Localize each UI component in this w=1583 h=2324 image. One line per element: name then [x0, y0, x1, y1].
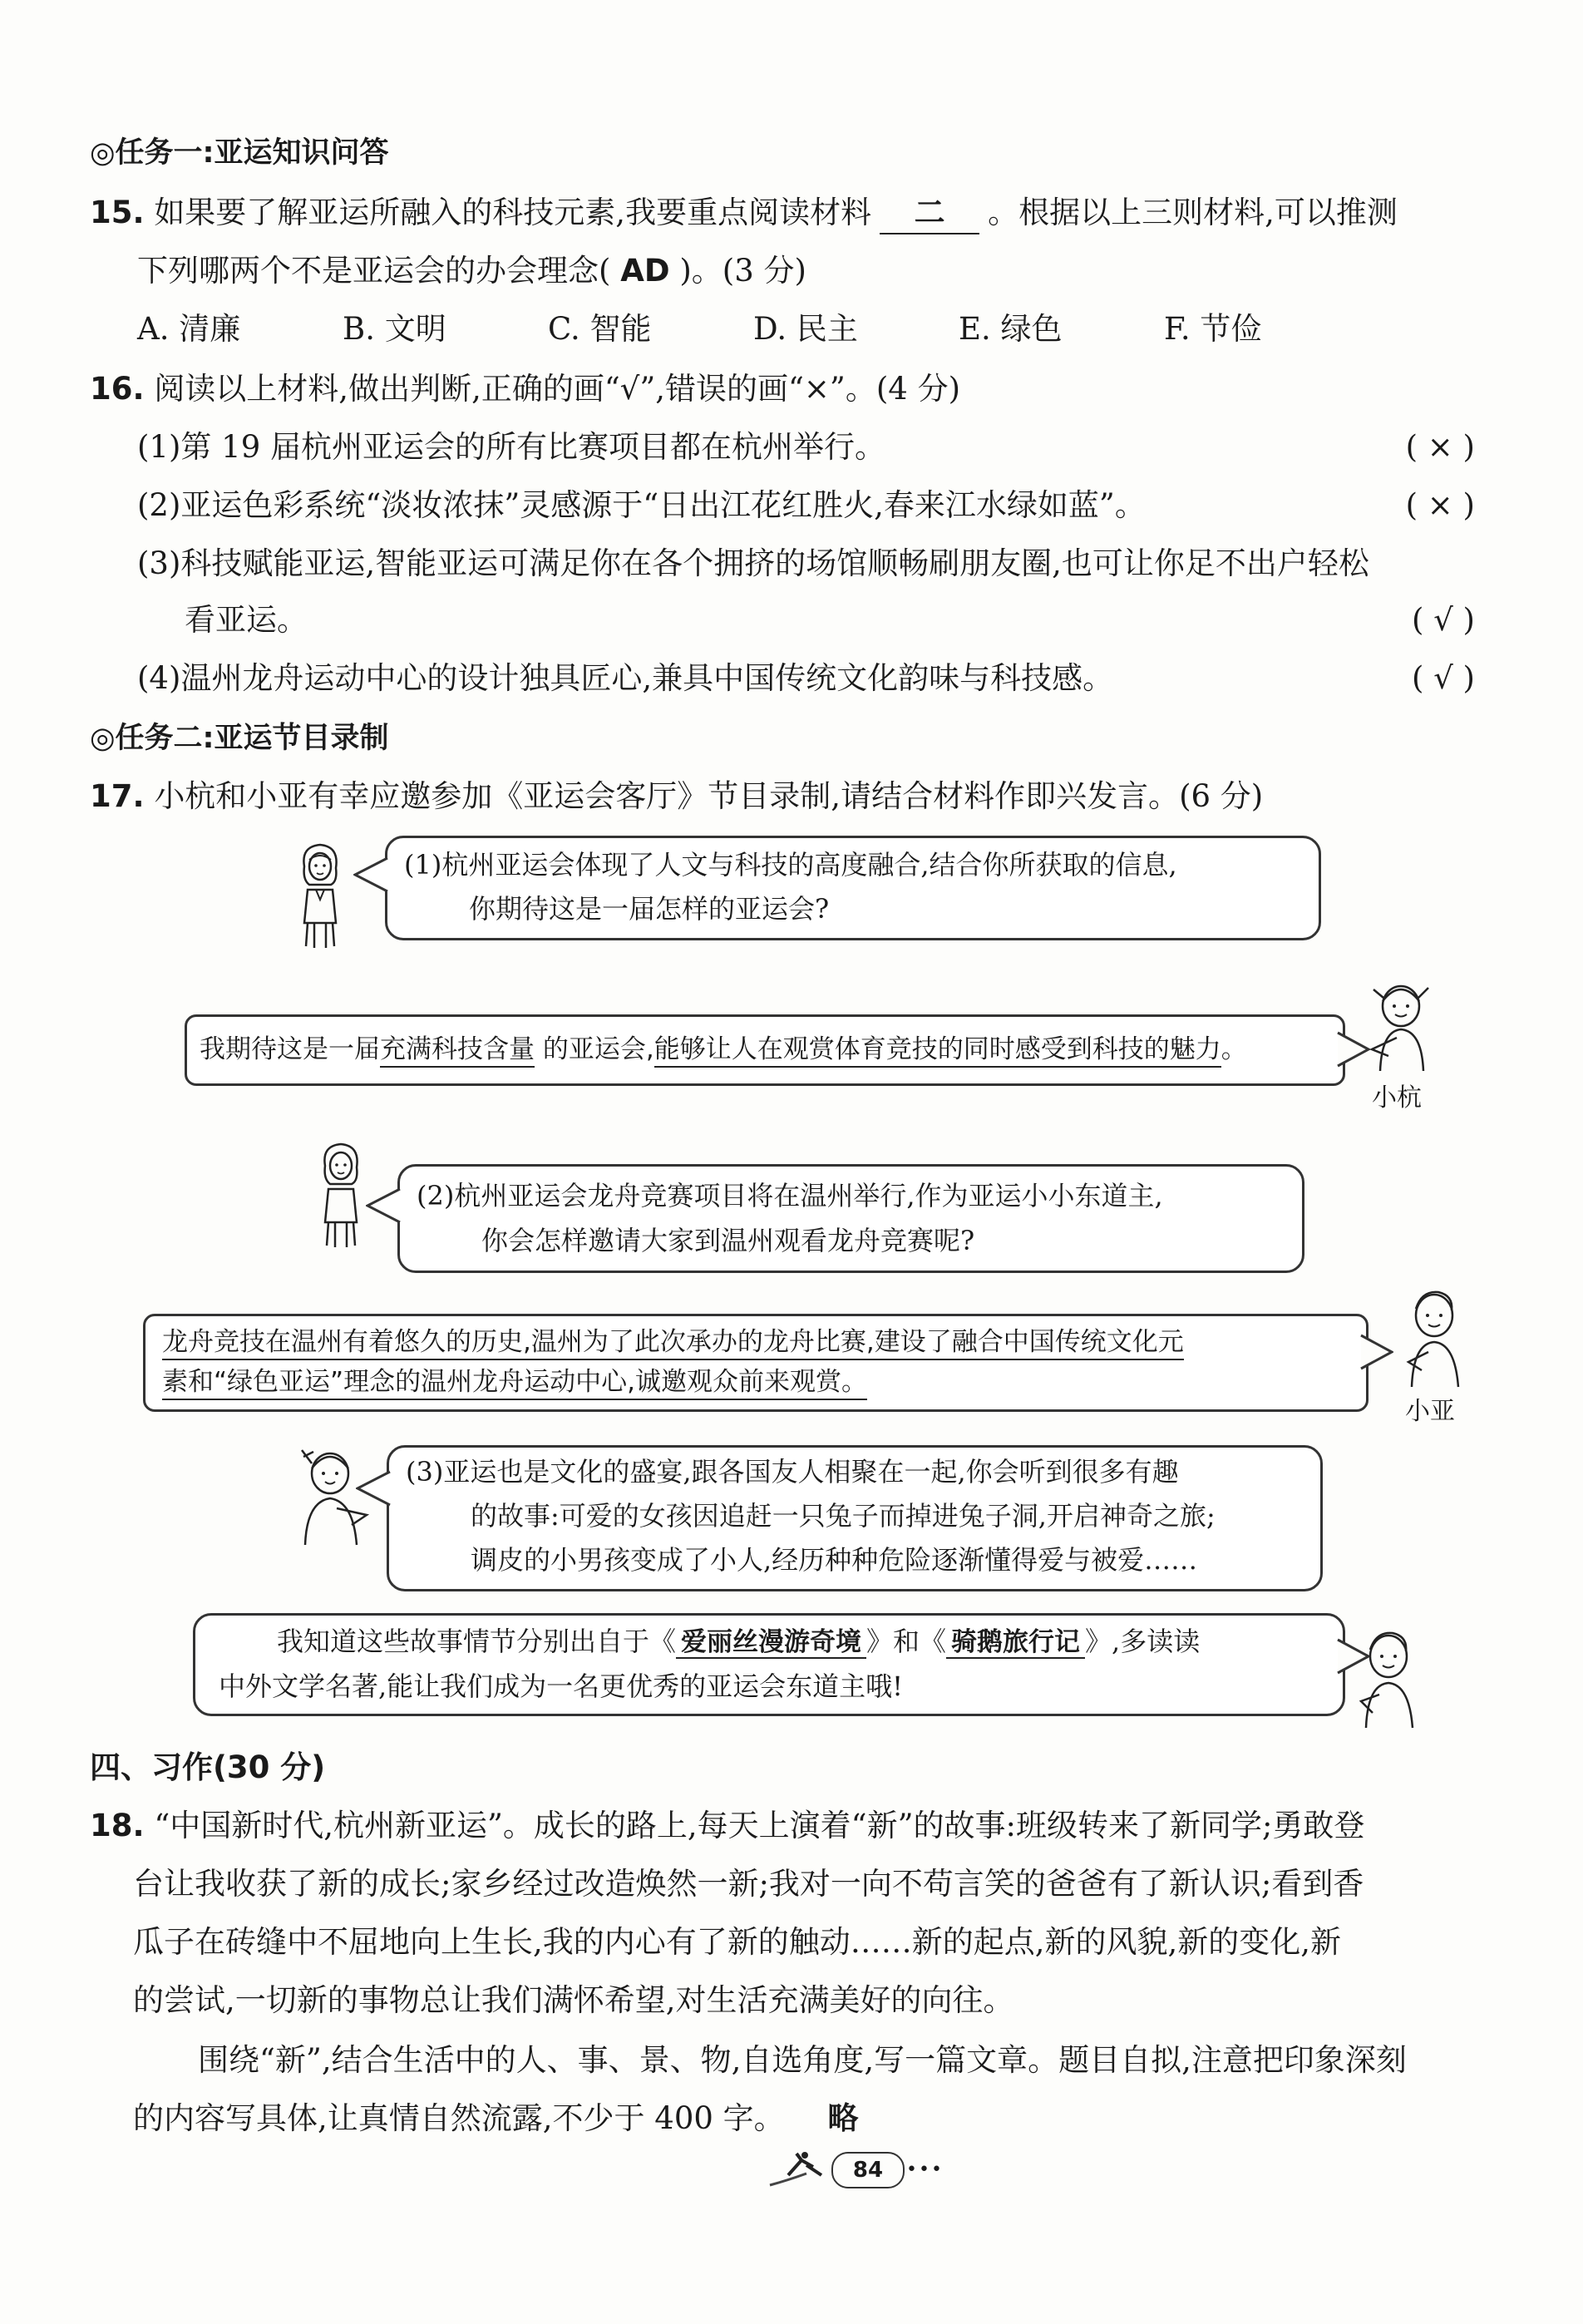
answer-bubble-1: [185, 1014, 1345, 1086]
boy-figure: [1351, 1621, 1426, 1729]
question-text: 如果要了解亚运所融入的科技元素,我要重点阅读材料: [154, 195, 872, 230]
question-18-line6: [133, 2099, 858, 2139]
judgement-item-1: (1)第 19 届杭州亚运会的所有比赛项目都在杭州举行。: [137, 429, 886, 465]
teacher-figure: [291, 840, 349, 952]
answer-fill-2: 骑鹅旅行记: [946, 1627, 1085, 1659]
answer-text: 龙舟竞技在温州有着悠久的历史,温州为了此次承办的龙舟比赛,建设了融合中国传统文化元: [162, 1327, 1184, 1360]
question-number: 15.: [90, 195, 145, 230]
question-text: )。(3 分): [679, 253, 806, 289]
answer-text: 。: [1221, 1034, 1247, 1064]
bubble-tail-icon: [366, 1187, 401, 1229]
prompt-bubble-2: [397, 1164, 1304, 1273]
question-18-line2: 台让我收获了新的成长;家乡经过改造焕然一新;我对一向不苟言笑的爸爸有了新认识;看到香: [133, 1866, 1364, 1902]
answer-fill-1: 充满科技含量: [380, 1034, 535, 1068]
bubble-tail-icon: [353, 856, 388, 898]
question-text: 阅读以上材料,做出判断,正确的画“√”,错误的画“×”。(4 分): [154, 371, 961, 407]
answer-blank: 二: [880, 193, 979, 234]
judgement-mark-2: ( × ): [1405, 487, 1475, 523]
prompt-3-line2: 的故事:可爱的女孩因追赶一只兔子而掉进兔子洞,开启神奇之旅;: [471, 1500, 1216, 1532]
prompt-2-line2: 你会怎样邀请大家到温州观看龙舟竞赛呢?: [481, 1225, 975, 1256]
speaker-label: 小亚: [1405, 1397, 1455, 1426]
answer-bubble-2: [143, 1314, 1368, 1412]
answer-2-line1: [162, 1320, 1184, 1364]
answer-1-text: [200, 1027, 1247, 1072]
prompt-1-line2: 你期待这是一届怎样的亚运会?: [469, 893, 830, 925]
answer-fill-1: 爱丽丝漫游奇境: [676, 1627, 866, 1659]
option-c: C. 智能: [548, 311, 652, 347]
answer-text: 》和《: [866, 1626, 947, 1657]
task2-heading: ◎任务二:亚运节目录制: [90, 722, 389, 755]
teacher-figure: [312, 1139, 370, 1251]
xiaohang-figure: [1364, 973, 1438, 1073]
question-number: 17.: [90, 778, 145, 814]
judgement-mark-1: ( × ): [1405, 429, 1475, 465]
judgement-mark-3: ( √ ): [1412, 602, 1475, 638]
page-number: 84: [831, 2152, 905, 2188]
answer-text: 》,多读读: [1085, 1626, 1201, 1657]
speaker-label: 小杭: [1372, 1083, 1422, 1113]
runner-logo-icon: [763, 2150, 838, 2192]
question-text: 小杭和小亚有幸应邀参加《亚运会客厅》节目录制,请结合材料作即兴发言。(6 分): [154, 778, 1264, 814]
answer-fill-2: 能够让人在观赏体育竞技的同时感受到科技的魅力: [654, 1034, 1221, 1068]
option-f: F. 节俭: [1164, 311, 1262, 347]
option-a: A. 清廉: [137, 311, 241, 347]
bubble-tail-icon: [1360, 1332, 1393, 1374]
answer-2-line2: [162, 1359, 867, 1404]
xiaoya-figure: [1397, 1280, 1472, 1389]
answer-3-line2: 中外文学名著,能让我们成为一名更优秀的亚运会东道主哦!: [219, 1670, 904, 1702]
option-e: E. 绿色: [959, 311, 1063, 347]
question-number: 18.: [90, 1808, 145, 1843]
answer-text: 的亚运会,: [535, 1034, 654, 1064]
task1-heading: ◎任务一:亚运知识问答: [90, 136, 389, 170]
answer-text: AD: [620, 253, 670, 289]
answer-text: 素和“绿色亚运”理念的温州龙舟运动中心,诚邀观众前来观赏。: [162, 1367, 867, 1400]
part4-heading: 四、习作(30 分): [90, 1749, 326, 1785]
question-15-line2: [137, 251, 806, 291]
option-b: B. 文明: [343, 311, 446, 347]
question-text: 。根据以上三则材料,可以推测: [988, 195, 1398, 230]
question-15-options: [137, 309, 1369, 349]
answer-bubble-3: [193, 1613, 1345, 1716]
judgement-mark-4: ( √ ): [1412, 660, 1475, 696]
judgement-item-4: (4)温州龙舟运动中心的设计独具匠心,兼具中国传统文化韵味与科技感。: [137, 660, 1114, 696]
judgement-item-3-cont: 看亚运。: [185, 602, 308, 638]
prompt-1-line1: (1)杭州亚运会体现了人文与科技的高度融合,结合你所获取的信息,: [404, 849, 1177, 881]
question-18-line4: 的尝试,一切新的事物总让我们满怀希望,对生活充满美好的向往。: [133, 1982, 1014, 2018]
prompt-2-line1: (2)杭州亚运会龙舟竞赛项目将在温州举行,作为亚运小小东道主,: [417, 1180, 1163, 1211]
answer-text: 我期待这是一届: [200, 1034, 380, 1064]
question-18-line1: [90, 1806, 1364, 1846]
page-number-badge: [763, 2145, 959, 2195]
question-16-stem: [90, 369, 960, 409]
question-15-line1: [90, 193, 1503, 234]
question-text: “中国新时代,杭州新亚运”。成长的路上,每天上演着“新”的故事:班级转来了新同学;勇敢登: [154, 1808, 1365, 1843]
question-18-line5: 围绕“新”,结合生活中的人、事、景、物,自选角度,写一篇文章。题目自拟,注意把印象深刻: [198, 2042, 1407, 2078]
answer-3-line1: [277, 1619, 1200, 1665]
prompt-bubble-1: [385, 836, 1321, 940]
question-17-stem: [90, 777, 1263, 817]
bubble-tail-icon: [356, 1470, 391, 1512]
judgement-item-2: (2)亚运色彩系统“淡妆浓抹”灵感源于“日出江花红胜火,春来江水绿如蓝”。: [137, 487, 1146, 523]
judgement-item-3: (3)科技赋能亚运,智能亚运可满足你在各个拥挤的场馆顺畅刷朋友圈,也可让你足不出户轻松: [137, 545, 1369, 581]
question-number: 16.: [90, 371, 145, 407]
question-text: 下列哪两个不是亚运会的办会理念(: [137, 253, 611, 289]
answer-text: 我知道这些故事情节分别出自于《: [277, 1626, 677, 1657]
question-18-line3: 瓜子在砖缝中不屈地向上生长,我的内心有了新的触动……新的起点,新的风貌,新的变化,新: [133, 1924, 1342, 1960]
answer-text: 略: [827, 2100, 859, 2136]
footer-dots: •••: [906, 2159, 944, 2180]
prompt-3-line1: (3)亚运也是文化的盛宴,跟各国友人相聚在一起,你会听到很多有趣: [406, 1456, 1179, 1488]
prompt-3-line3: 调皮的小男孩变成了小人,经历种种危险逐渐懂得爱与被爱……: [471, 1544, 1198, 1576]
question-text: 的内容写具体,让真情自然流露,不少于 400 字。: [133, 2100, 785, 2136]
prompt-bubble-3: [387, 1445, 1323, 1591]
option-d: D. 民主: [753, 311, 858, 347]
